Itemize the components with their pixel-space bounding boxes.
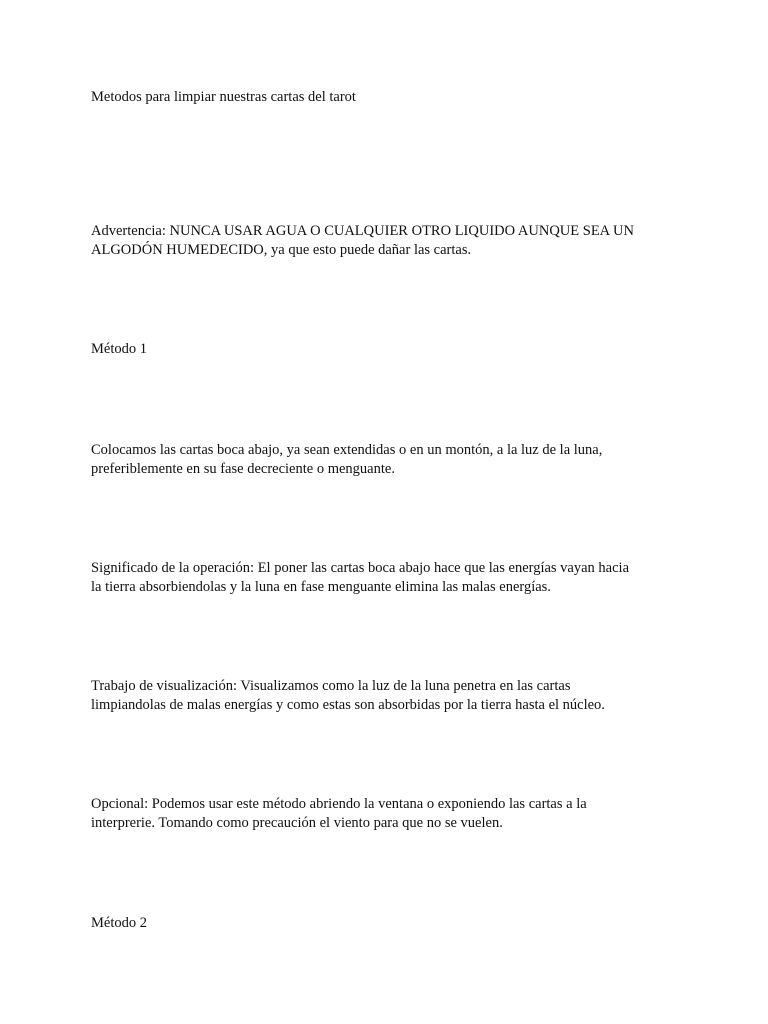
method-1-step-paragraph (91, 441, 691, 479)
method-1-heading (91, 340, 691, 359)
method-2-heading-text: Método 2 (91, 915, 147, 931)
meaning-line-2: la tierra absorbiendolas y la luna en fase menguante elimina las malas energías. (91, 579, 551, 595)
method-1-heading-text: Método 1 (91, 341, 147, 357)
optional-paragraph (91, 795, 691, 833)
meaning-line-1: Significado de la operación: El poner las cartas boca abajo hace que las energías vayan hacia (91, 560, 630, 576)
visualization-line-2: limpiandolas de malas energías y como estas son absorbidas por la tierra hasta el núcleo. (91, 697, 605, 713)
visualization-paragraph (91, 677, 691, 715)
title-text: Metodos para limpiar nuestras cartas del tarot (91, 89, 356, 105)
warning-line-1: Advertencia: NUNCA USAR AGUA O CUALQUIER OTRO LIQUIDO AUNQUE SEA UN (91, 223, 634, 239)
optional-line-1: Opcional: Podemos usar este método abriendo la ventana o exponiendo las cartas a la (91, 796, 587, 812)
method-2-heading (91, 914, 691, 933)
method-1-step-line-1: Colocamos las cartas boca abajo, ya sean extendidas o en un montón, a la luz de la luna, (91, 442, 603, 458)
visualization-line-1: Trabajo de visualización: Visualizamos como la luz de la luna penetra en las cartas (91, 678, 571, 694)
optional-line-2: interprerie. Tomando como precaución el viento para que no se vuelen. (91, 815, 503, 831)
warning-paragraph (91, 222, 691, 260)
document-title (91, 88, 691, 107)
meaning-paragraph (91, 559, 691, 597)
warning-line-2: ALGODÓN HUMEDECIDO, ya que esto puede dañar las cartas. (91, 242, 472, 258)
method-1-step-line-2: preferiblemente en su fase decreciente o menguante. (91, 461, 395, 477)
